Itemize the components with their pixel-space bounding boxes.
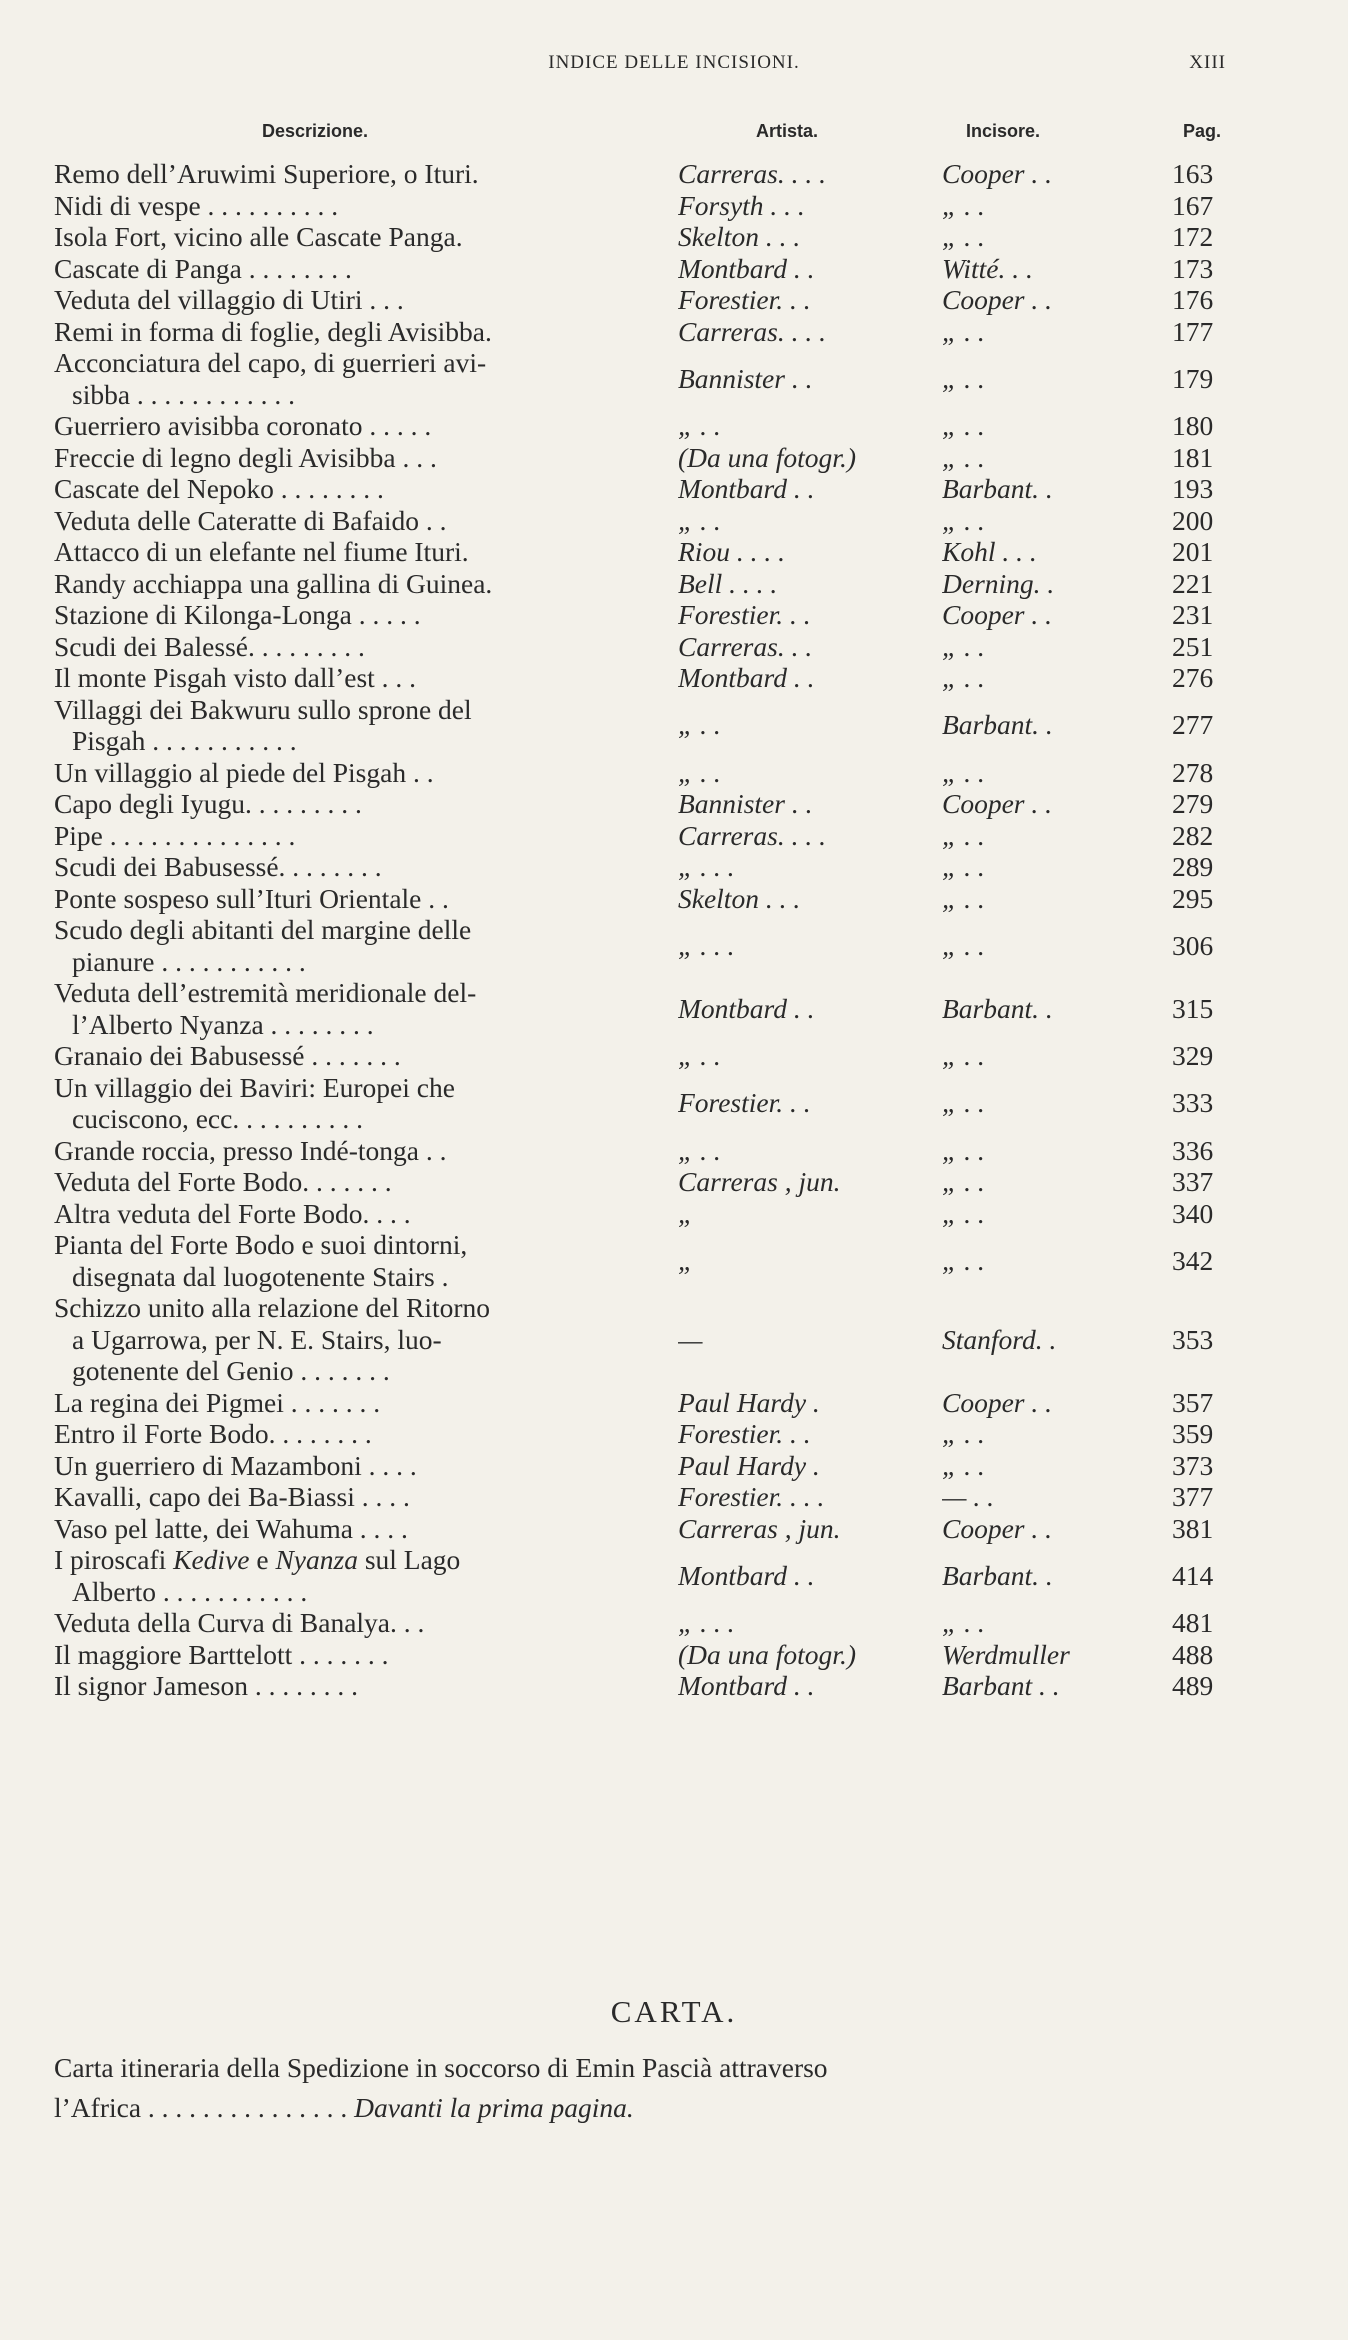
table-row [54,442,1230,474]
table-row [54,1166,1230,1198]
entry-page: 277 [1172,709,1214,741]
entry-description [54,1229,678,1292]
entry-engraver: Derning. . [942,567,1055,599]
entry-artist: Bell . . . . [678,567,778,599]
entry-description-line: Capo degli Iyugu. . . . . . . . . [54,788,362,819]
entry-description [54,1450,678,1482]
entry-page: 193 [1172,473,1214,504]
table-row [54,284,1230,316]
entry-description-line: Remo dell’Aruwimi Superiore, o Ituri. [54,158,479,189]
entry-engraver: „ . . [942,1134,985,1166]
table-row [54,1481,1230,1513]
entry-description-line: Il monte Pisgah visto dall’est . . . [54,662,417,693]
entry-description-continuation: pianure . . . . . . . . . . . [72,945,306,977]
entry-engraver: Stanford. . [942,1323,1057,1355]
entry-artist: (Da una fotogr.) [678,441,856,473]
entry-description-line: Nidi di vespe . . . . . . . . . . [54,189,339,221]
table-row [54,1387,1230,1419]
map-entry [54,2048,1284,2128]
entry-page: 282 [1172,819,1214,851]
entry-artist: Skelton . . . [678,221,801,252]
entry-description-line: Freccie di legno degli Avisibba . . . [54,441,437,473]
entry-description-line: Altra veduta del Forte Bodo. . . . [54,1197,411,1229]
entry-engraver: „ . . [942,929,985,961]
entry-description-line: Isola Fort, vicino alle Cascate Panga. [54,221,463,252]
entry-description [54,1387,678,1419]
table-row [54,568,1230,600]
entry-description [54,757,678,789]
entry-description-continuation: gotenente del Genio . . . . . . . [72,1355,390,1386]
entry-engraver: Kohl . . . [942,536,1037,567]
entry-description [54,883,678,915]
entry-description [54,1166,678,1198]
entry-artist: Forestier. . . [678,284,811,315]
entry-page: 340 [1172,1197,1214,1229]
entry-description-continuation: Alberto . . . . . . . . . . . [72,1575,308,1607]
entry-description-line: Un villaggio al piede del Pisgah . . [54,756,434,788]
illustrations-index-table [54,158,1230,1702]
table-row [54,347,1230,410]
entry-artist: „ . . . [678,1607,735,1638]
entry-artist: „ . . [678,1134,721,1166]
entry-description [54,788,678,820]
entry-description-line: Stazione di Kilonga-Longa . . . . . [54,599,421,630]
entry-description [54,662,678,694]
entry-engraver: — . . [942,1481,994,1512]
entry-description-line: Grande roccia, presso Indé-tonga . . [54,1134,447,1166]
entry-description-line: La regina dei Pigmei . . . . . . . [54,1386,381,1418]
entry-artist: Montbard . . [678,252,815,284]
entry-engraver: Cooper . . [942,158,1052,189]
entry-page: 342 [1172,1244,1214,1276]
entry-description-line: Cascate di Panga . . . . . . . . [54,252,352,284]
entry-description [54,977,678,1040]
entry-artist: Montbard . . [678,992,815,1024]
entry-engraver: Cooper . . [942,599,1052,630]
entry-description-line: Pipe . . . . . . . . . . . . . . [54,819,296,851]
entry-page: 289 [1172,851,1214,882]
entry-page: 357 [1172,1386,1214,1418]
entry-artist: Riou . . . . [678,536,785,567]
entry-description-line: Veduta delle Cateratte di Bafaido . . [54,504,447,536]
entry-artist: Carreras. . . . [678,315,826,347]
entry-description [54,568,678,600]
entry-engraver: „ . . [942,410,985,441]
column-header-artist: Artista. [756,121,819,141]
entry-page: 295 [1172,882,1214,914]
entry-description-line: Remi in forma di foglie, degli Avisibba. [54,315,492,347]
entry-artist: Montbard . . [678,662,815,693]
running-title: INDICE DELLE INCISIONI. [548,52,800,73]
entry-description [54,158,678,190]
entry-engraver: „ . . [942,1166,985,1197]
entry-engraver: Werdmuller [942,1638,1070,1670]
table-row [54,1292,1230,1387]
entry-engraver: „ . . [942,662,985,693]
entry-artist: Paul Hardy . [678,1449,820,1481]
entry-page: 231 [1172,599,1214,630]
entry-description-line: Granaio dei Babusessé . . . . . . . [54,1040,401,1071]
entry-engraver: „ . . [942,882,985,914]
entry-artist: Carreras. . . [678,630,813,662]
entry-page: 336 [1172,1134,1214,1166]
column-header-description: Descrizione. [262,121,369,141]
entry-artist: Bannister . . [678,788,813,819]
entry-description-line: Cascate del Nepoko . . . . . . . . [54,473,384,504]
entry-page: 200 [1172,504,1214,536]
entry-description [54,694,678,757]
entry-description-continuation: cuciscono, ecc. . . . . . . . . . [72,1103,363,1134]
entry-page: 172 [1172,221,1214,252]
entry-engraver: „ . . [942,441,985,473]
table-row [54,599,1230,631]
entry-description-continuation: l’Alberto Nyanza . . . . . . . . [72,1008,374,1040]
entry-description-line: Entro il Forte Bodo. . . . . . . . [54,1418,372,1449]
table-row [54,158,1230,190]
entry-page: 221 [1172,567,1214,599]
entry-engraver: „ . . [942,630,985,662]
entry-engraver: Cooper . . [942,788,1052,819]
entry-engraver: „ . . [942,1418,985,1449]
entry-description [54,253,678,285]
entry-description-line: Veduta dell’estremità meridionale del- [54,977,477,1008]
table-row [54,883,1230,915]
entry-description-line: Villaggi dei Bakwuru sullo sprone del [54,693,472,725]
table-row [54,977,1230,1040]
entry-description [54,1072,678,1135]
table-row [54,757,1230,789]
table-row [54,694,1230,757]
entry-engraver: „ . . [942,189,985,221]
entry-artist: (Da una fotogr.) [678,1638,856,1670]
entry-page: 377 [1172,1481,1214,1512]
entry-page: 163 [1172,158,1214,189]
entry-description [54,410,678,442]
entry-description-line: Il maggiore Barttelott . . . . . . . [54,1638,389,1670]
map-entry-line2 [54,2088,1284,2128]
table-row [54,1198,1230,1230]
entry-description [54,284,678,316]
entry-page: 414 [1172,1559,1214,1591]
entry-artist: Skelton . . . [678,882,801,914]
entry-description [54,1670,678,1702]
entry-description-line: Randy acchiappa una gallina di Guinea. [54,567,493,599]
entry-engraver: „ . . [942,1197,985,1229]
entry-description-line: Scudi dei Babusessé. . . . . . . . [54,851,382,882]
running-head [0,52,1348,82]
entry-description-line: Un guerriero di Mazamboni . . . . [54,1449,417,1481]
entry-description [54,1544,678,1607]
entry-description-line: Scudi dei Balessé. . . . . . . . . [54,630,365,662]
entry-page: 180 [1172,410,1214,441]
entry-description [54,442,678,474]
table-row [54,1135,1230,1167]
entry-description [54,914,678,977]
entry-engraver: Cooper . . [942,1386,1052,1418]
entry-description [54,599,678,631]
table-row [54,1639,1230,1671]
entry-artist: — [678,1323,703,1355]
entry-description [54,221,678,253]
entry-engraver: „ . . [942,1040,985,1071]
entry-description [54,1040,678,1072]
entry-page: 201 [1172,536,1214,567]
entry-artist: Carreras. . . . [678,819,826,851]
entry-description-continuation: sibba . . . . . . . . . . . . [72,378,296,410]
entry-description [54,1607,678,1639]
entry-description-line: Veduta del villaggio di Utiri . . . [54,284,404,315]
entry-page: 179 [1172,362,1214,394]
entry-artist: Montbard . . [678,1559,815,1591]
entry-engraver: „ . . [942,851,985,882]
entry-engraver: „ . . [942,1244,985,1276]
entry-artist: „ [678,1197,694,1229]
table-row [54,473,1230,505]
entry-description [54,851,678,883]
entry-artist: Carreras , jun. [678,1166,841,1197]
entry-page: 359 [1172,1418,1214,1449]
table-row [54,536,1230,568]
entry-description [54,473,678,505]
entry-artist: Paul Hardy . [678,1386,820,1418]
entry-page: 306 [1172,929,1214,961]
entry-artist: „ [678,1244,694,1276]
table-row [54,914,1230,977]
table-row [54,851,1230,883]
entry-artist: Bannister . . [678,362,813,394]
table-row [54,221,1230,253]
table-row [54,631,1230,663]
entry-description-part: Kedive [173,1544,250,1575]
table-row [54,1670,1230,1702]
entry-artist: „ . . . [678,929,735,961]
entry-engraver: „ . . [942,362,985,394]
map-section-heading: CARTA. [610,1994,738,2029]
entry-artist: Forestier. . . . [678,1481,825,1512]
entry-artist: Carreras. . . . [678,158,826,189]
table-row [54,505,1230,537]
entry-engraver: „ . . [942,315,985,347]
entry-description-continuation: disegnata dal luogotenente Stairs . [72,1260,449,1292]
entry-description-line: Kavalli, capo dei Ba-Biassi . . . . [54,1481,410,1512]
entry-artist: Montbard . . [678,473,815,504]
entry-artist: Carreras , jun. [678,1512,841,1544]
entry-engraver: „ . . [942,819,985,851]
entry-description [54,316,678,348]
entry-description-line: Attacco di un elefante nel fiume Ituri. [54,536,469,567]
entry-description-line: Acconciatura del capo, di guerrieri avi- [54,347,487,378]
entry-description-continuation: Pisgah . . . . . . . . . . . [72,725,297,756]
entry-description [54,1198,678,1230]
table-row [54,1040,1230,1072]
entry-description-part: sul Lago [357,1544,461,1575]
entry-page: 481 [1172,1607,1214,1638]
entry-page: 489 [1172,1670,1214,1701]
entry-description-line: Il signor Jameson . . . . . . . . [54,1670,359,1701]
entry-description-line: Un villaggio dei Baviri: Europei che [54,1071,455,1103]
table-row [54,1229,1230,1292]
entry-description [54,1639,678,1671]
entry-description [54,1481,678,1513]
entry-engraver: Cooper . . [942,1512,1052,1544]
entry-artist: „ . . [678,504,721,536]
entry-artist: Forestier. . . [678,1418,811,1449]
entry-artist: „ . . [678,1040,721,1071]
entry-artist: Forsyth . . . [678,189,805,221]
entry-description [54,820,678,852]
entry-page: 167 [1172,189,1214,221]
table-row [54,316,1230,348]
entry-engraver: Barbant. . [942,992,1053,1024]
entry-description [54,190,678,222]
table-row [54,788,1230,820]
entry-description-line: Guerriero avisibba coronato . . . . . [54,410,432,441]
entry-page: 177 [1172,315,1214,347]
map-entry-leader: l’Africa . . . . . . . . . . . . . . . [54,2092,348,2123]
entry-page: 278 [1172,756,1214,788]
entry-description-part: Nyanza [275,1544,358,1575]
entry-description-line: Veduta della Curva di Banalya. . . [54,1607,425,1638]
entry-description [54,1418,678,1450]
table-row [54,662,1230,694]
entry-engraver: Barbant . . [942,1670,1060,1701]
entry-engraver: „ . . [942,756,985,788]
entry-artist: Montbard . . [678,1670,815,1701]
entry-page: 251 [1172,630,1214,662]
entry-engraver: Barbant. . [942,1559,1053,1591]
entry-page: 329 [1172,1040,1214,1071]
entry-page: 315 [1172,992,1214,1024]
entry-engraver: „ . . [942,504,985,536]
entry-description-part: e [249,1544,276,1575]
entry-page: 279 [1172,788,1214,819]
entry-engraver: „ . . [942,221,985,252]
entry-page: 333 [1172,1087,1214,1119]
table-row [54,190,1230,222]
entry-description [54,631,678,663]
entry-artist: „ . . [678,756,721,788]
column-header-engraver: Incisore. [966,121,1041,141]
entry-page: 181 [1172,441,1214,473]
entry-page: 276 [1172,662,1214,693]
entry-engraver: „ . . [942,1087,985,1119]
entry-description [54,1292,678,1387]
entry-artist: „ . . . [678,851,735,882]
table-row [54,1418,1230,1450]
entry-page: 176 [1172,284,1214,315]
entry-page: 337 [1172,1166,1214,1197]
entry-engraver: Barbant. . [942,709,1053,741]
entry-engraver: Barbant. . [942,473,1053,504]
entry-artist: Forestier. . . [678,599,811,630]
entry-description-continuation: a Ugarrowa, per N. E. Stairs, luo- [72,1323,442,1355]
entry-description-part: I piroscafi [54,1544,174,1575]
table-row [54,410,1230,442]
entry-artist: Forestier. . . [678,1087,811,1119]
entry-description-line: Ponte sospeso sull’Ituri Orientale . . [54,882,449,914]
entry-description-line: Vaso pel latte, dei Wahuma . . . . [54,1512,408,1544]
map-entry-line1: Carta itineraria della Spedizione in soccorso di Emin Pascià attraverso [54,2052,828,2083]
entry-engraver: Witté. . . [942,252,1033,284]
table-row [54,1544,1230,1607]
entry-description-line: Scudo degli abitanti del margine delle [54,914,472,945]
entry-description-line: Veduta del Forte Bodo. . . . . . . [54,1166,392,1197]
table-row [54,1607,1230,1639]
table-row [54,1072,1230,1135]
map-entry-location: Davanti la prima pagina. [354,2092,634,2123]
page-number: XIII [1189,52,1226,73]
table-row [54,1513,1230,1545]
entry-page: 373 [1172,1449,1214,1481]
entry-page: 353 [1172,1323,1214,1355]
entry-engraver: „ . . [942,1607,985,1638]
entry-description-line [54,1544,460,1575]
entry-description-line: Schizzo unito alla relazione del Ritorno [54,1292,491,1323]
entry-engraver: Cooper . . [942,284,1052,315]
entry-description-line: Pianta del Forte Bodo e suoi dintorni, [54,1229,468,1260]
entry-page: 173 [1172,252,1214,284]
entry-artist: „ . . [678,709,721,741]
entry-description [54,536,678,568]
entry-description [54,1513,678,1545]
entry-engraver: „ . . [942,1449,985,1481]
entry-description [54,1135,678,1167]
entry-artist: „ . . [678,410,721,441]
entry-description [54,347,678,410]
table-row [54,1450,1230,1482]
column-header-page: Pag. [1183,121,1222,141]
entry-page: 488 [1172,1638,1214,1670]
table-row [54,253,1230,285]
table-row [54,820,1230,852]
entry-page: 381 [1172,1512,1214,1544]
entry-description [54,505,678,537]
